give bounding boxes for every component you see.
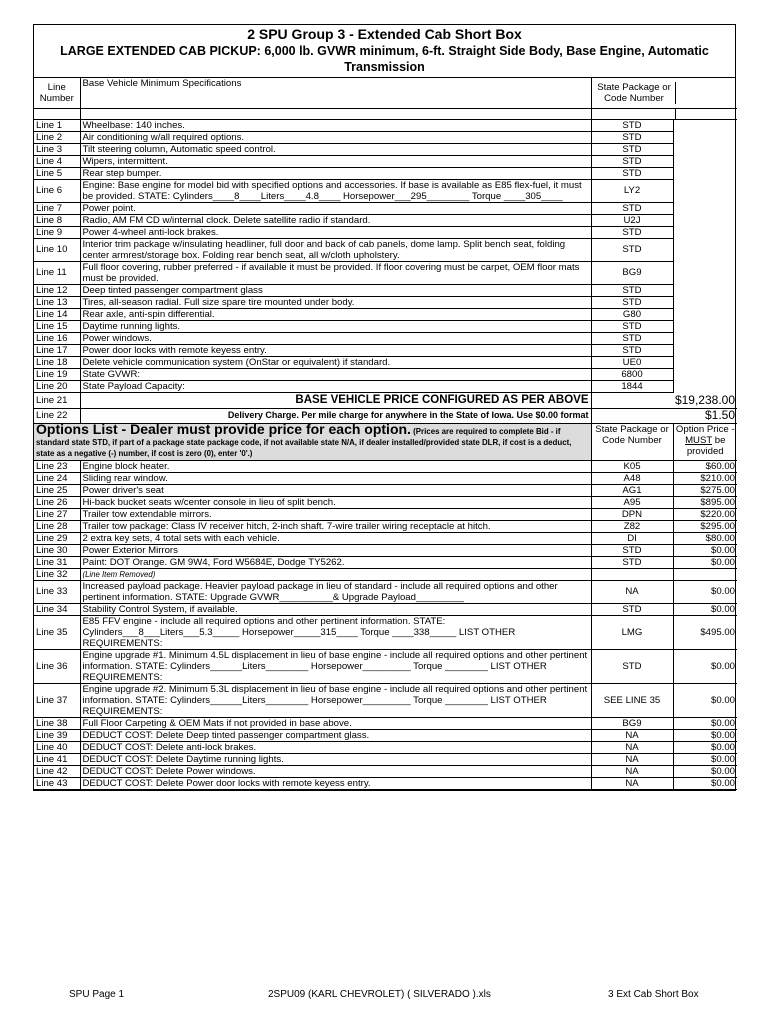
- line-number: Line 28: [34, 520, 80, 532]
- line-number: Line 31: [34, 556, 80, 568]
- code-value: LY2: [591, 179, 673, 202]
- option-code: K05: [591, 460, 673, 472]
- option-price: $0.00: [673, 556, 737, 568]
- spec-text: Radio, AM FM CD w/internal clock. Delete satellite radio if standard.: [80, 214, 591, 226]
- option-code: NA: [591, 729, 673, 741]
- line-number: Line 16: [34, 332, 80, 344]
- line-number: Line 39: [34, 729, 80, 741]
- line-number: Line 1: [34, 119, 80, 131]
- option-text: E85 FFV engine - include all required options and other pertinent information. STATE: Cylinders___8___Liters___5.3_____ Horsepower_____315____ Torque ____338_____ LIST OTHER REQUIREMENTS:: [80, 615, 591, 649]
- option-row: [34, 496, 737, 508]
- option-price: $0.00: [673, 777, 737, 789]
- spec-row: [34, 119, 737, 131]
- option-text: DEDUCT COST: Delete Power door locks with remote keyess entry.: [80, 777, 591, 789]
- price-blank: [673, 143, 737, 155]
- option-code: SEE LINE 35: [591, 683, 673, 717]
- option-text: Power Exterior Mirrors: [80, 544, 591, 556]
- line-number: Line 9: [34, 226, 80, 238]
- option-price: $0.00: [673, 580, 737, 603]
- price-blank: [673, 226, 737, 238]
- line-number: Line 30: [34, 544, 80, 556]
- price-blank: [673, 167, 737, 179]
- price-blank: [673, 368, 737, 380]
- line-number: Line 35: [34, 615, 80, 649]
- option-row: [34, 615, 737, 649]
- option-row: [34, 568, 737, 580]
- option-row: [34, 472, 737, 484]
- code-value: UE0: [591, 356, 673, 368]
- line-number: Line 10: [34, 238, 80, 261]
- price-blank: [673, 155, 737, 167]
- line-number: Line 5: [34, 167, 80, 179]
- options-header: [34, 423, 591, 460]
- option-code: DI: [591, 532, 673, 544]
- price-blank: [673, 296, 737, 308]
- option-text: (Line Item Removed): [80, 568, 591, 580]
- option-price: $0.00: [673, 741, 737, 753]
- price-blank: [673, 238, 737, 261]
- option-code: NA: [591, 753, 673, 765]
- option-text: DEDUCT COST: Delete Power windows.: [80, 765, 591, 777]
- line-number: Line 33: [34, 580, 80, 603]
- line-number: Line 43: [34, 777, 80, 789]
- line-number: Line 36: [34, 649, 80, 683]
- option-price: $495.00: [673, 615, 737, 649]
- option-text: DEDUCT COST: Delete Daytime running lights.: [80, 753, 591, 765]
- option-code: STD: [591, 556, 673, 568]
- option-code: BG9: [591, 717, 673, 729]
- option-text: Engine upgrade #1. Minimum 4.5L displacement in lieu of base engine - include all required options and other pertinent information. STATE: Cylinders______Liters________ Horsepower_________ Torque ________ LIST OTHER REQUIREMENTS:: [80, 649, 591, 683]
- option-text: Power driver's seat: [80, 484, 591, 496]
- spec-text: Interior trim package w/insulating headliner, full door and back of cab panels, dome lamp. Split bench seat, folding center armrest/storage box. Folding rear bench seat, all w/cloth upholstery.: [80, 238, 591, 261]
- options-header-row: [34, 423, 737, 460]
- option-code: LMG: [591, 615, 673, 649]
- line-number: Line 17: [34, 344, 80, 356]
- option-row: [34, 717, 737, 729]
- option-price: [673, 568, 737, 580]
- price-blank: [673, 119, 737, 131]
- price-blank: [673, 380, 737, 392]
- option-row: [34, 777, 737, 789]
- spec-row: [34, 202, 737, 214]
- spec-row: [34, 214, 737, 226]
- option-price: $0.00: [673, 683, 737, 717]
- line-number: Line 15: [34, 320, 80, 332]
- option-price: $0.00: [673, 717, 737, 729]
- option-price: $220.00: [673, 508, 737, 520]
- code-value: STD: [591, 202, 673, 214]
- option-code: Z82: [591, 520, 673, 532]
- base-price-row: [34, 392, 737, 408]
- spec-row: [34, 356, 737, 368]
- option-code: AG1: [591, 484, 673, 496]
- price-blank: [673, 202, 737, 214]
- option-code: [591, 568, 673, 580]
- price-blank: [673, 332, 737, 344]
- line-number: Line 14: [34, 308, 80, 320]
- price-blank: [673, 320, 737, 332]
- line-number: Line 6: [34, 179, 80, 202]
- code-value: U2J: [591, 214, 673, 226]
- line-number: Line 2: [34, 131, 80, 143]
- code-value: 1844: [591, 380, 673, 392]
- spec-row: [34, 261, 737, 284]
- option-text: Sliding rear window.: [80, 472, 591, 484]
- line-number: Line 20: [34, 380, 80, 392]
- code-value: STD: [591, 226, 673, 238]
- line-number: Line 23: [34, 460, 80, 472]
- spec-text: Power windows.: [80, 332, 591, 344]
- line-number: Line 34: [34, 603, 80, 615]
- option-price: $0.00: [673, 753, 737, 765]
- code-value: STD: [591, 119, 673, 131]
- line-number: Line 29: [34, 532, 80, 544]
- line-number: Line 12: [34, 284, 80, 296]
- code-value: STD: [591, 143, 673, 155]
- spec-text: Delete vehicle communication system (OnStar or equivalent) if standard.: [80, 356, 591, 368]
- spec-text: Wheelbase: 140 inches.: [80, 119, 591, 131]
- option-row: [34, 580, 737, 603]
- option-text: Trailer tow extendable mirrors.: [80, 508, 591, 520]
- spec-text: Rear axle, anti-spin differential.: [80, 308, 591, 320]
- option-row: [34, 729, 737, 741]
- spec-row: [34, 143, 737, 155]
- line-number: Line 42: [34, 765, 80, 777]
- option-code: STD: [591, 603, 673, 615]
- spec-row: [34, 284, 737, 296]
- price-blank: [673, 214, 737, 226]
- price-blank: [673, 284, 737, 296]
- line-number: Line 21: [34, 392, 80, 408]
- line-number: Line 38: [34, 717, 80, 729]
- column-header-row: [34, 78, 737, 108]
- option-row: [34, 649, 737, 683]
- spec-row: [34, 238, 737, 261]
- price-blank: [673, 344, 737, 356]
- spec-row: [34, 380, 737, 392]
- option-price: $210.00: [673, 472, 737, 484]
- sheet-header: [34, 25, 735, 78]
- page-title: 2 SPU Group 3 - Extended Cab Short Box: [247, 26, 522, 42]
- spec-text: Wipers, intermittent.: [80, 155, 591, 167]
- code-value: STD: [591, 238, 673, 261]
- option-text: Paint: DOT Orange. GM 9W4, Ford W5684E, Dodge TY5262.: [80, 556, 591, 568]
- option-text: Engine block heater.: [80, 460, 591, 472]
- line-number: Line 7: [34, 202, 80, 214]
- options-title: Options List - Dealer must provide price for each option.: [36, 423, 411, 437]
- code-value: STD: [591, 155, 673, 167]
- price-blank: [673, 356, 737, 368]
- spec-sheet: [33, 24, 736, 791]
- spec-text: State GVWR:: [80, 368, 591, 380]
- header-spacer-row: [34, 108, 737, 119]
- option-price: $60.00: [673, 460, 737, 472]
- price-header-a: Option Price -: [675, 423, 735, 435]
- spec-text: Rear step bumper.: [80, 167, 591, 179]
- option-row: [34, 741, 737, 753]
- line-number: Line 37: [34, 683, 80, 717]
- delivery-label: Delivery Charge. Per mile charge for anywhere in the State of Iowa. Use $0.00 format: [80, 408, 591, 423]
- base-price-label: BASE VEHICLE PRICE CONFIGURED AS PER ABOVE: [80, 392, 591, 408]
- option-row: [34, 508, 737, 520]
- line-number: Line 3: [34, 143, 80, 155]
- column-header-spec: Base Vehicle Minimum Specifications: [80, 78, 591, 108]
- spec-row: [34, 179, 737, 202]
- line-number: Line 27: [34, 508, 80, 520]
- line-number: Line 41: [34, 753, 80, 765]
- option-row: [34, 753, 737, 765]
- line-number: Line 19: [34, 368, 80, 380]
- spec-row: [34, 296, 737, 308]
- option-text: Hi-back bucket seats w/center console in lieu of split bench.: [80, 496, 591, 508]
- spec-row: [34, 308, 737, 320]
- line-number: Line 32: [34, 568, 80, 580]
- line-number: Line 24: [34, 472, 80, 484]
- option-row: [34, 556, 737, 568]
- base-price-value: $19,238.00: [591, 392, 737, 408]
- option-text: 2 extra key sets, 4 total sets with each vehicle.: [80, 532, 591, 544]
- code-value: BG9: [591, 261, 673, 284]
- code-value: STD: [591, 332, 673, 344]
- line-number: Line 25: [34, 484, 80, 496]
- price-blank: [673, 261, 737, 284]
- option-code: A48: [591, 472, 673, 484]
- spec-text: Power door locks with remote keyess entry.: [80, 344, 591, 356]
- spec-text: Deep tinted passenger compartment glass: [80, 284, 591, 296]
- spec-row: [34, 320, 737, 332]
- code-value: 6800: [591, 368, 673, 380]
- code-value: STD: [591, 167, 673, 179]
- spec-text: Air conditioning w/all required options.: [80, 131, 591, 143]
- footer-left: SPU Page 1: [69, 989, 125, 1000]
- options-price-header: [673, 423, 737, 460]
- spec-text: Full floor covering, rubber preferred - if available it must be provided. If floor covering must be carpet, OEM floor mats must be provided.: [80, 261, 591, 284]
- options-code-header: State Package or Code Number: [591, 423, 673, 460]
- line-number: Line 40: [34, 741, 80, 753]
- option-price: $295.00: [673, 520, 737, 532]
- column-header-line: Line Number: [34, 78, 80, 108]
- option-code: NA: [591, 765, 673, 777]
- spec-row: [34, 155, 737, 167]
- spec-table: [34, 78, 737, 790]
- option-price: $0.00: [673, 603, 737, 615]
- line-number: Line 8: [34, 214, 80, 226]
- price-blank: [673, 308, 737, 320]
- option-code: STD: [591, 649, 673, 683]
- line-number: Line 18: [34, 356, 80, 368]
- option-text: Increased payload package. Heavier payload package in lieu of standard - include all required options and other pertinent information. STATE: Upgrade GVWR__________& Upgrade Payload_________: [80, 580, 591, 603]
- option-code: NA: [591, 580, 673, 603]
- delivery-row: [34, 408, 737, 423]
- option-text: Trailer tow package: Class IV receiver hitch, 2-inch shaft. 7-wire trailer wiring receptacle at hitch.: [80, 520, 591, 532]
- option-price: $275.00: [673, 484, 737, 496]
- price-blank: [673, 131, 737, 143]
- spec-text: Engine: Base engine for model bid with specified options and accessories. If base is available as E85 flex-fuel, it must be provided. STATE: Cylinders____8____Liters____4.8____ Horsepower___295________ Torque ____305____: [80, 179, 591, 202]
- column-header-code: State Package or Code Number: [594, 82, 676, 104]
- delivery-price: $1.50: [591, 408, 737, 423]
- code-value: STD: [591, 296, 673, 308]
- option-row: [34, 484, 737, 496]
- page-subtitle: LARGE EXTENDED CAB PICKUP: 6,000 lb. GVWR minimum, 6-ft. Straight Side Body, Base Engine, Automatic Transmission: [60, 44, 709, 74]
- spec-row: [34, 368, 737, 380]
- spec-row: [34, 344, 737, 356]
- line-number: Line 13: [34, 296, 80, 308]
- footer-right: 3 Ext Cab Short Box: [608, 989, 699, 1000]
- code-value: STD: [591, 284, 673, 296]
- footer-center: 2SPU09 (KARL CHEVROLET) ( SILVERADO ).xls: [268, 989, 491, 1000]
- option-code: NA: [591, 777, 673, 789]
- option-price: $0.00: [673, 649, 737, 683]
- option-row: [34, 520, 737, 532]
- spec-text: Tires, all-season radial. Full size spare tire mounted under body.: [80, 296, 591, 308]
- spec-row: [34, 332, 737, 344]
- spec-text: Tilt steering column, Automatic speed control.: [80, 143, 591, 155]
- code-value: G80: [591, 308, 673, 320]
- code-value: STD: [591, 344, 673, 356]
- option-price: $0.00: [673, 544, 737, 556]
- code-value: STD: [591, 320, 673, 332]
- option-row: [34, 544, 737, 556]
- option-price: $80.00: [673, 532, 737, 544]
- option-text: Stability Control System, if available.: [80, 603, 591, 615]
- option-code: DPN: [591, 508, 673, 520]
- spec-text: Power 4-wheel anti-lock brakes.: [80, 226, 591, 238]
- spec-text: Power point.: [80, 202, 591, 214]
- option-code: NA: [591, 741, 673, 753]
- option-row: [34, 460, 737, 472]
- price-header-b: be provided: [686, 434, 726, 457]
- options-note: (Prices are required to complete Bid - if standard state STD, if part of a package state package code, if not available state N/A, if dealer installed/provided state DLR, if cost is a deduct, state as a negative (-) number, if cost is zero (0), enter '0'.): [36, 426, 572, 458]
- option-text: Engine upgrade #2. Minimum 5.3L displacement in lieu of base engine - include all required options and other pertinent information. STATE: Cylinders______Liters________ Horsepower_________ Torque ________ LIST OTHER REQUIREMENTS:: [80, 683, 591, 717]
- option-price: $0.00: [673, 729, 737, 741]
- price-header-must: MUST: [685, 434, 713, 446]
- price-blank: [673, 179, 737, 202]
- option-row: [34, 603, 737, 615]
- option-price: $0.00: [673, 765, 737, 777]
- option-code: A95: [591, 496, 673, 508]
- option-row: [34, 765, 737, 777]
- spec-row: [34, 131, 737, 143]
- option-code: STD: [591, 544, 673, 556]
- spec-row: [34, 226, 737, 238]
- option-row: [34, 683, 737, 717]
- code-value: STD: [591, 131, 673, 143]
- option-row: [34, 532, 737, 544]
- option-price: $895.00: [673, 496, 737, 508]
- option-text: DEDUCT COST: Delete Deep tinted passenger compartment glass.: [80, 729, 591, 741]
- spec-text: State Payload Capacity:: [80, 380, 591, 392]
- spec-row: [34, 167, 737, 179]
- line-number: Line 11: [34, 261, 80, 284]
- line-number: Line 26: [34, 496, 80, 508]
- option-text: Full Floor Carpeting & OEM Mats if not provided in base above.: [80, 717, 591, 729]
- spec-text: Daytime running lights.: [80, 320, 591, 332]
- line-number: Line 22: [34, 408, 80, 423]
- option-text: DEDUCT COST: Delete anti-lock brakes.: [80, 741, 591, 753]
- line-number: Line 4: [34, 155, 80, 167]
